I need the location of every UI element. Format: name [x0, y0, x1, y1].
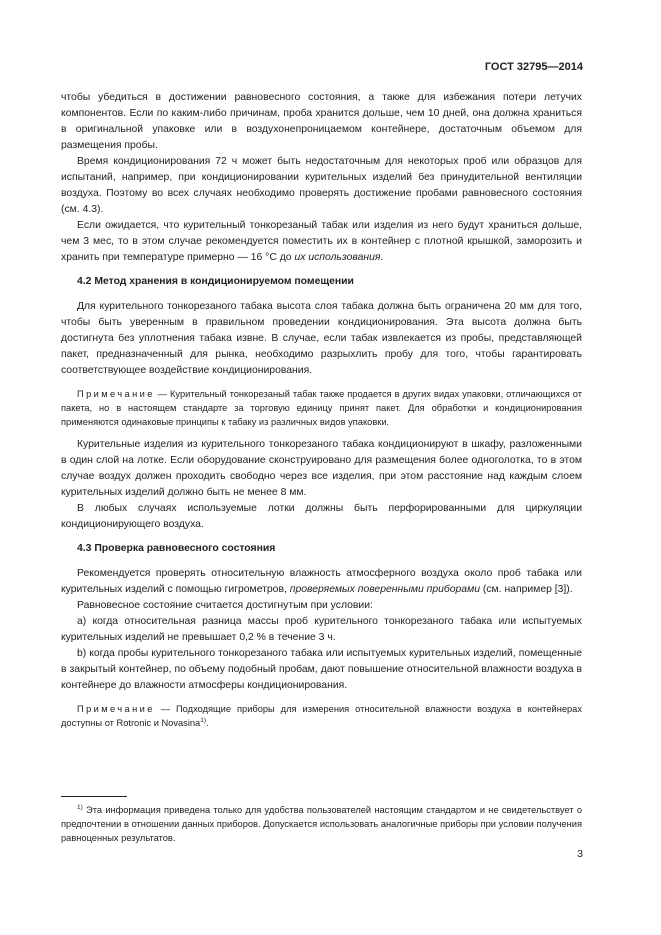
standard-header: ГОСТ 32795—2014 — [484, 61, 583, 73]
paragraph-p2: Время кондиционирования 72 ч может быть недостаточным для некоторых проб или образцов для испытаний, например, при кондиционировании курительных изделий без принудительной вентиляции воздуха. Поэтому во всех случаях необходимо проверять достижение пробами равновесного состояния (см. 4.3). — [61, 156, 582, 215]
p3-text: Если ожидается, что курительный тонкорезаный табак или изделия из него будут храниться дольше, чем 3 мес, то в этом случае рекомендуется поместить их в контейнер с плотной крышкой, заморозить и хранить при температуре примерно — 16 °С до — [61, 220, 582, 263]
paragraph-p4: Для курительного тонкорезаного табака высота слоя табака должна быть ограничена 20 мм для того, чтобы быть уверенным в правильном проведении кондиционирования. Эта высота должна быть достигнута без уплотнения табака извне. В случае, если табак извлекается из пробы, представляющей пакет, предназначенный для рынка, необходимо разрыхлить пробу для того, чтобы гарантировать соответствующее воздействие кондиционирования. — [61, 301, 582, 376]
paragraph-p7 — [61, 566, 582, 598]
p3-italic: их использования — [294, 252, 381, 263]
list-item-a: a) когда относительная разница массы проб курительного тонкорезаного табака или испытуемых курительных изделий не превышает 0,2 % в течение 3 ч. — [61, 616, 582, 643]
note-2-text: — Подходящие приборы для измерения относительной влажности воздуха в контейнерах доступны от Rotronic и Novasina — [61, 704, 582, 728]
note-2-footnote-ref: 1) — [200, 716, 207, 724]
p7-end: (см. например [3]). — [479, 584, 573, 595]
footnote-text: Эта информация приведена только для удобства пользователей настоящим стандартом и не свидетельствует о предпочтении в отношении данных приборов. Допускается использовать аналогичные приборы при условии получения равноценных результатов. — [61, 805, 582, 843]
paragraph-p1: чтобы убедиться в достижении равновесного состояния, а также для избежания потери летучих компонентов. Если по каким-либо причинам, проба хранится дольше, чем 10 дней, она должна храниться в оригинальной упаковке или в воздухонепроницаемом контейнере, достаточным объемом для размещения пробы. — [61, 92, 582, 151]
p3-end: . — [380, 252, 384, 263]
section-heading-4-2: 4.2 Метод хранения в кондиционируемом помещении — [77, 276, 354, 287]
p7-text: Рекомендуется проверять относительную влажность атмосферного воздуха около проб табака или курительных изделий с помощью гигрометров, — [61, 568, 582, 595]
paragraph-p8: Равновесное состояние считается достигнутым при условии: — [77, 600, 373, 611]
note-1 — [61, 387, 582, 429]
footnote — [61, 804, 582, 845]
note-1-text: — Курительный тонкорезаный табак также продается в других видах упаковки, отличающихся от пакета, но в настоящем стандарте за торговую единицу принят пакет. Для обработки и кондиционирования применяются одинаковые принципы к табаку из различных видов упаковки. — [61, 389, 582, 427]
page-number: 3 — [577, 848, 583, 860]
paragraph-p6: В любых случаях используемые лотки должны быть перфорированными для циркуляции кондиционирующего воздуха. — [61, 503, 582, 530]
note-2-label: Примечание — [77, 704, 155, 714]
note-1-label: Примечание — [77, 389, 155, 399]
paragraph-p3 — [61, 218, 582, 266]
footnote-mark: 1) — [77, 803, 83, 811]
document-body — [61, 90, 582, 738]
paragraph-p5: Курительные изделия из курительного тонкорезаного табака кондиционируют в шкафу, разложенными в один слой на лотке. Если оборудование сконструировано для размещения более одноголотка, то в этом случае воздух должен проходить свободно через все изделия, при этом расстояние над каждым слоем курительных изделий должно быть не менее 8 мм. — [61, 439, 582, 498]
note-2-end: . — [206, 718, 209, 728]
section-heading-4-3: 4.3 Проверка равновесного состояния — [77, 543, 276, 554]
footnote-divider — [61, 796, 127, 797]
list-item-b: b) когда пробы курительного тонкорезаного табака или испытуемых курительных изделий, помещенные в закрытый контейнер, по объему подобный пробам, дают повышение относительной влажности воздуха в контейнере до влажности атмосферы кондиционирования. — [61, 648, 582, 691]
note-2 — [61, 702, 582, 730]
p7-italic: проверяемых поверенными приборами — [289, 584, 480, 595]
